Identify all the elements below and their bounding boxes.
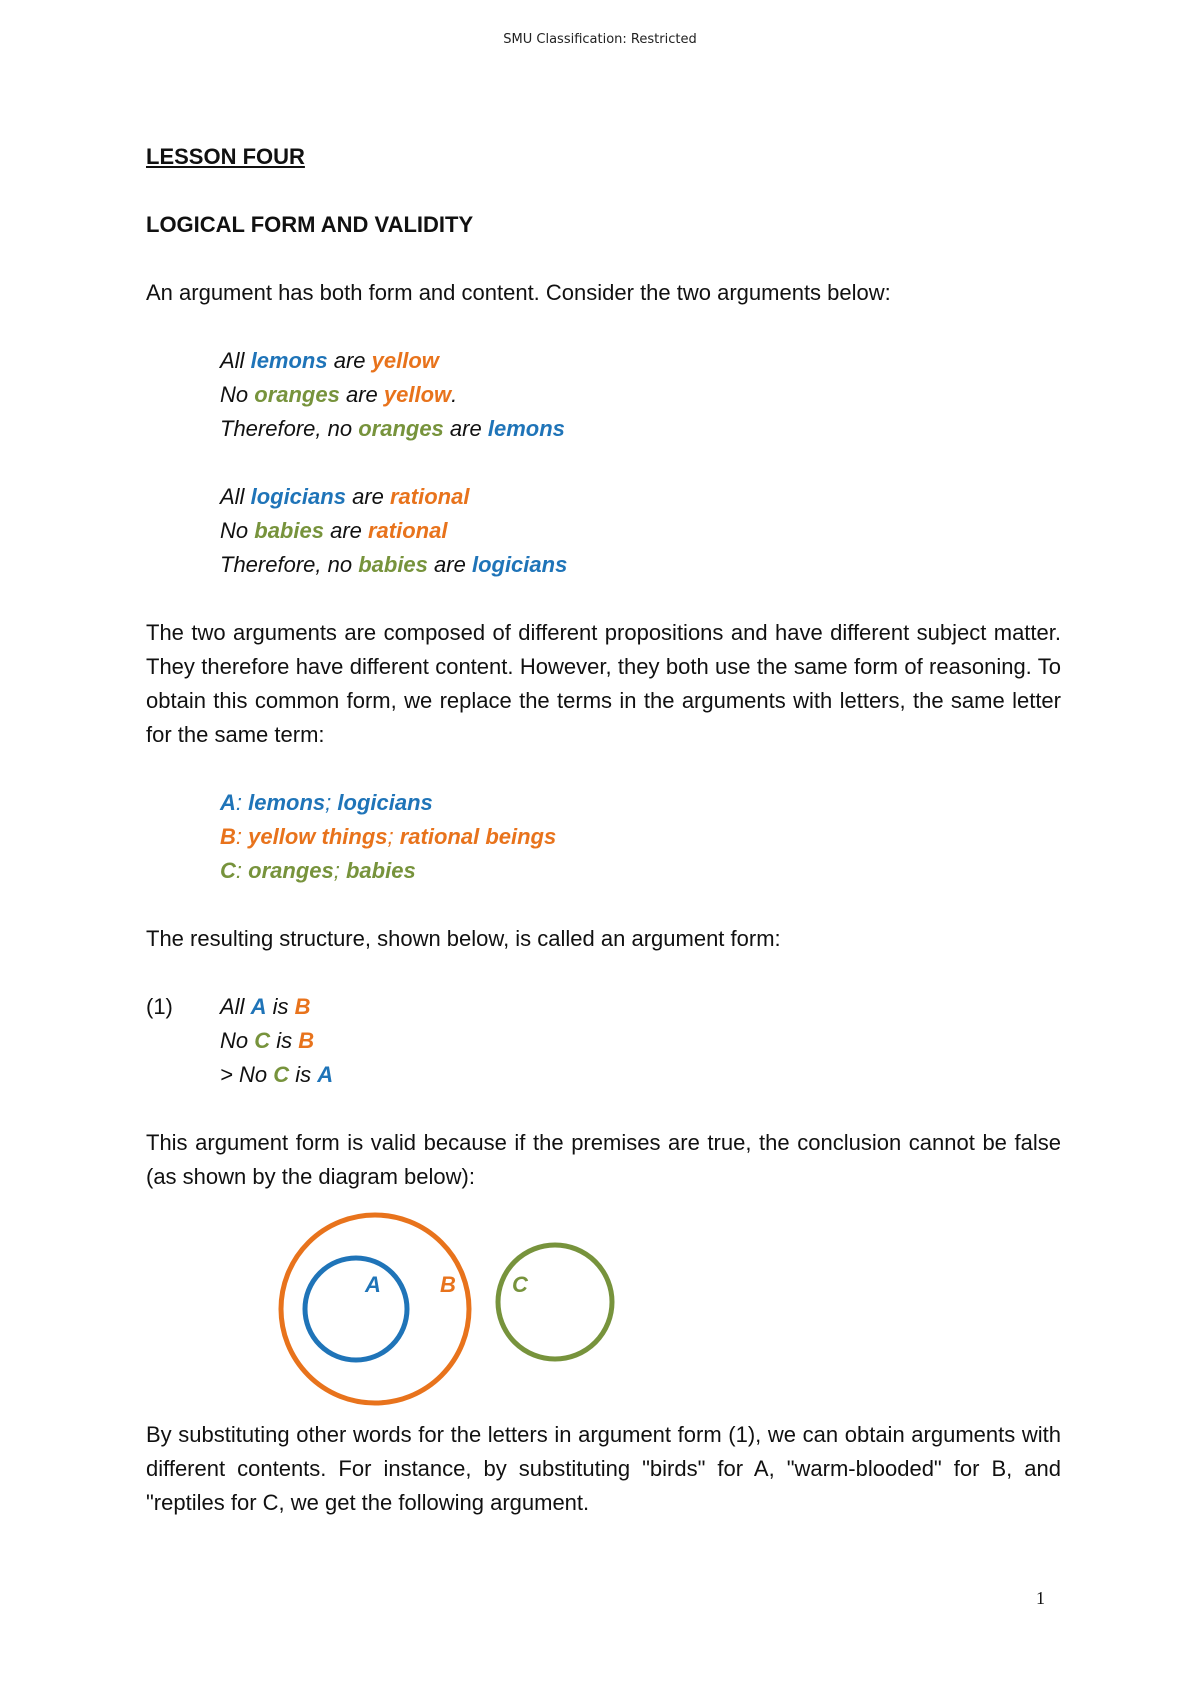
label-c: C <box>512 1272 528 1297</box>
circle-b <box>281 1215 469 1403</box>
mapping-row-c: C: oranges; babies <box>220 858 416 883</box>
argument-two-line: Therefore, no babies are logicians <box>220 552 568 577</box>
venn-diagram <box>146 1206 1061 1416</box>
section-title: LOGICAL FORM AND VALIDITY <box>146 212 474 237</box>
substitution-paragraph: By substituting other words for the letters in argument form (1), we can obtain arguments with different contents. For instance, by substituting "birds" for A, "warm-blooded" for B, and "reptiles for C, we get the following argument. <box>146 1422 1061 1515</box>
classification-header: SMU Classification: Restricted <box>503 32 697 47</box>
argument-one-line: No oranges are yellow. <box>220 382 458 407</box>
circle-a <box>305 1258 407 1360</box>
argument-form <box>146 990 1061 1092</box>
circle-c <box>498 1245 612 1359</box>
argument-one <box>146 344 1061 446</box>
argument-one-line: All lemons are yellow <box>220 348 439 373</box>
page-number: 1 <box>1036 1588 1045 1608</box>
intro-paragraph: An argument has both form and content. Consider the two arguments below: <box>146 280 891 305</box>
document-body <box>146 140 1061 1520</box>
form-line: No C is B <box>220 1028 315 1053</box>
lesson-title: LESSON FOUR <box>146 144 305 169</box>
argument-one-line: Therefore, no oranges are lemons <box>220 416 565 441</box>
letter-mapping <box>146 786 1061 888</box>
argument-two-line: No babies are rational <box>220 518 448 543</box>
content-paragraph: The two arguments are composed of different propositions and have different subject matter. They therefore have different content. However, they both use the same form of reasoning. To obtain this common form, we replace the terms in the arguments with letters, the same letter for the same term: <box>146 620 1061 747</box>
form-line: > No C is A <box>220 1062 334 1087</box>
label-b: B <box>440 1272 456 1297</box>
structure-paragraph: The resulting structure, shown below, is called an argument form: <box>146 926 781 951</box>
form-line: All A is B <box>220 994 311 1019</box>
validity-paragraph: This argument form is valid because if the premises are true, the conclusion cannot be false (as shown by the diagram below): <box>146 1130 1061 1189</box>
argument-two-line: All logicians are rational <box>220 484 470 509</box>
mapping-row-a: A: lemons; logicians <box>220 790 433 815</box>
form-label: (1) <box>146 994 173 1019</box>
label-a: A <box>365 1272 381 1297</box>
mapping-row-b: B: yellow things; rational beings <box>220 824 557 849</box>
argument-two <box>146 480 1061 582</box>
